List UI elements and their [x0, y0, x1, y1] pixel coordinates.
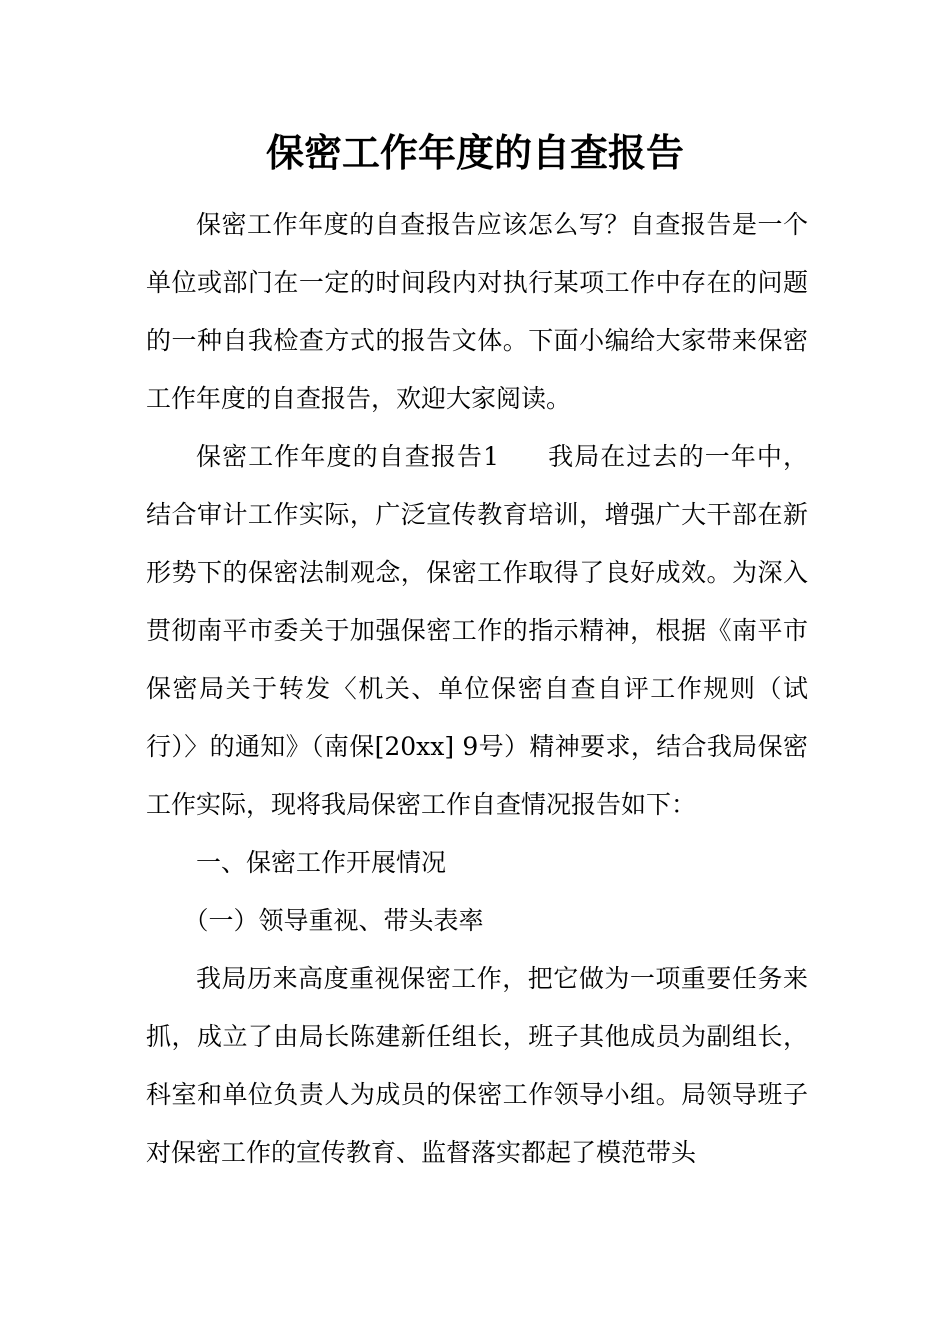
report-body: 结合审计工作实际，广泛宣传教育培训，增强广大干部在新形势下的保密法制观念，保密工作取得了良好成效。为深入贯彻南平市委关于加强保密工作的指示精神，根据《南平市保密局关于转发〈机关、单位保密自查自评工作规则（试行）〉的通知》（南保[20xx] 9号）精神要求，结合我局保密工作实际，现将我局保密工作自查情况报告如下： — [146, 500, 808, 819]
report-heading: 保密工作年度的自查报告1 — [196, 442, 499, 471]
report-intro: 我局在过去的一年中， — [547, 442, 808, 471]
leadership-paragraph: 我局历来高度重视保密工作，把它做为一项重要任务来抓，成立了由局长陈建新任组长，班子其他成员为副组长，科室和单位负责人为成员的保密工作领导小组。局领导班子对保密工作的宣传教育、监督落实都起了模范带头 — [146, 964, 808, 1167]
document-body — [146, 196, 808, 1182]
report-paragraph — [146, 428, 808, 834]
document-title: 保密工作年度的自查报告 — [265, 130, 684, 175]
section-heading: 一、保密工作开展情况 — [196, 848, 447, 877]
intro-paragraph: 保密工作年度的自查报告应该怎么写？自查报告是一个单位或部门在一定的时间段内对执行某项工作中存在的问题的一种自我检查方式的报告文体。下面小编给大家带来保密工作年度的自查报告，欢迎大家阅读。 — [146, 210, 808, 413]
subsection-heading: （一）领导重视、带头表率 — [183, 906, 484, 935]
